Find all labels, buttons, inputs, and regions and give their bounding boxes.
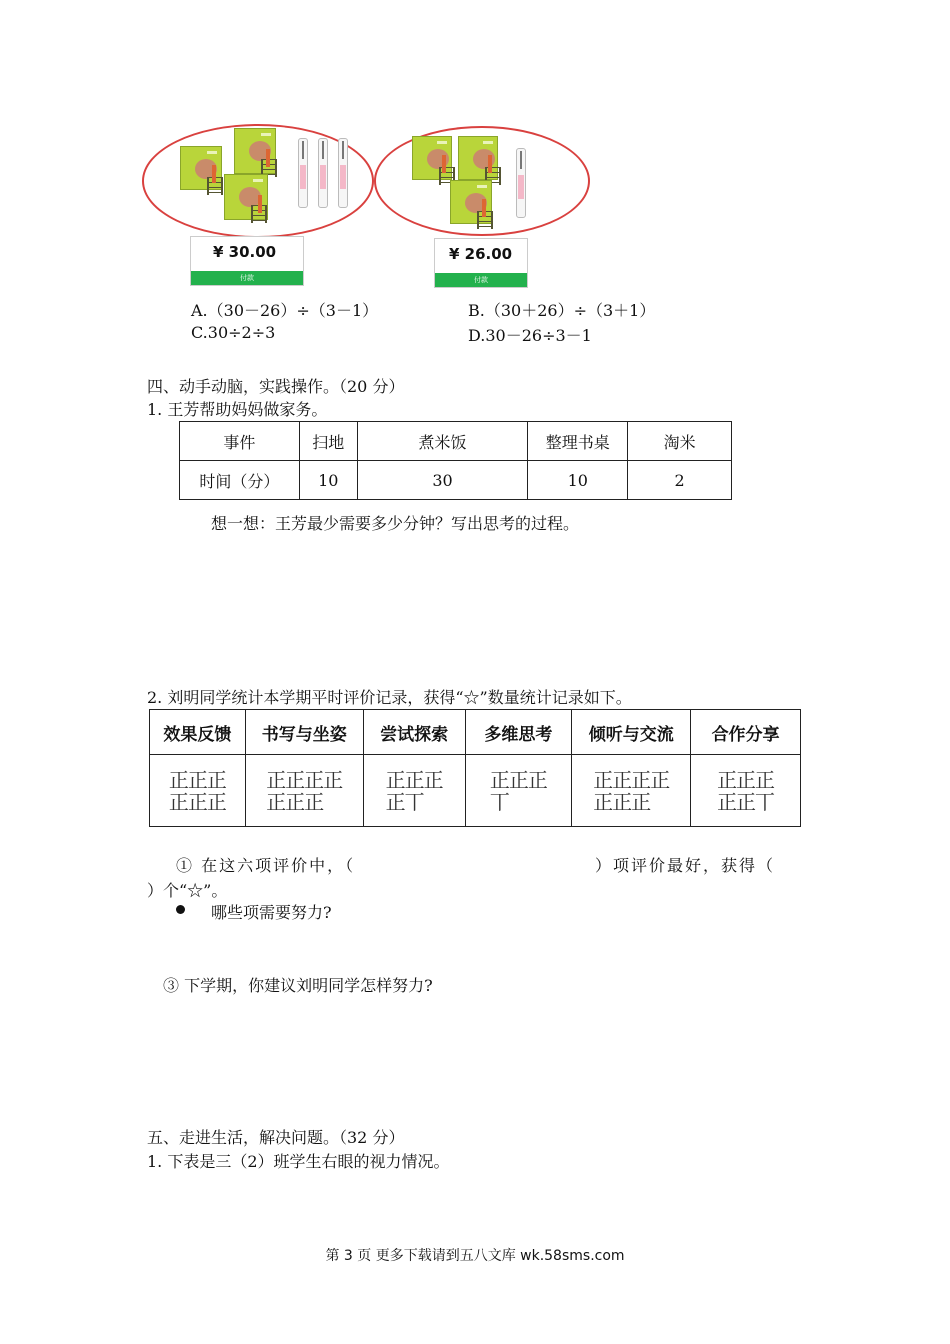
tally-cell bbox=[572, 755, 691, 827]
s4-q1-prompt: 想一想：王芳最少需要多少分钟？写出思考的过程。 bbox=[211, 514, 580, 533]
option-c: C.30÷2÷3 bbox=[191, 323, 276, 342]
tally-mark: 正正正 bbox=[593, 789, 651, 814]
table-cell: 30 bbox=[357, 461, 528, 500]
table-header-cell: 整理书桌 bbox=[528, 422, 628, 461]
option-b: B.（30＋26）÷（3＋1） bbox=[468, 301, 656, 320]
table-header-cell: 效果反馈 bbox=[150, 710, 246, 755]
table-row bbox=[150, 710, 801, 755]
table-cell: 10 bbox=[528, 461, 628, 500]
option-a: A.（30－26）÷（3－1） bbox=[191, 301, 379, 320]
pen-image bbox=[338, 138, 348, 208]
table-header-cell: 多维思考 bbox=[465, 710, 572, 755]
notebook-image bbox=[180, 146, 222, 190]
tally-mark: 正正正 bbox=[168, 789, 226, 814]
s4-q2-sub1-part-a: ① 在这六项评价中，（ bbox=[176, 856, 356, 875]
pen-image bbox=[516, 148, 526, 218]
table-header-cell: 扫地 bbox=[299, 422, 357, 461]
table-row bbox=[180, 422, 732, 461]
table-header-cell: 事件 bbox=[180, 422, 300, 461]
price-b: ¥ 26.00 bbox=[449, 245, 513, 263]
page-footer: 第 3 页 更多下载请到五八文库 wk.58sms.com bbox=[325, 1248, 625, 1264]
table-header-cell: 倾听与交流 bbox=[572, 710, 691, 755]
section4-title: 四、动手动脑，实践操作。（20 分） bbox=[147, 377, 405, 396]
evaluation-table bbox=[149, 709, 801, 827]
table-header-cell: 合作分享 bbox=[691, 710, 801, 755]
price-tag-b bbox=[434, 238, 528, 288]
pay-button-a: 付款 bbox=[191, 271, 303, 285]
option-d: D.30－26÷3－1 bbox=[468, 326, 592, 345]
tally-mark: 正丅 bbox=[385, 789, 424, 814]
notebook-image bbox=[458, 136, 498, 180]
row-label: 时间（分） bbox=[180, 461, 300, 500]
tally-mark: 正正正 bbox=[717, 767, 775, 792]
tally-mark: 正正正正 bbox=[593, 767, 670, 792]
table-cell: 10 bbox=[299, 461, 357, 500]
s4-q2-sub3: ③ 下学期，你建议刘明同学怎样努力? bbox=[163, 976, 433, 995]
tally-cell bbox=[465, 755, 572, 827]
chores-table bbox=[179, 421, 732, 500]
tally-mark: 正正正 bbox=[168, 767, 226, 792]
tally-cell bbox=[363, 755, 465, 827]
notebook-image bbox=[412, 136, 452, 180]
tally-cell bbox=[691, 755, 801, 827]
section5-title: 五、走进生活，解决问题。（32 分） bbox=[147, 1128, 405, 1147]
s4-q2-sub1-part-c: ）个“☆”。 bbox=[147, 881, 228, 900]
table-row bbox=[180, 461, 732, 500]
tally-cell bbox=[150, 755, 246, 827]
tally-mark: 正正丅 bbox=[717, 789, 775, 814]
tally-mark: 正正正 bbox=[385, 767, 443, 792]
pen-image bbox=[298, 138, 308, 208]
notebook-image bbox=[450, 180, 492, 224]
notebook-image bbox=[234, 128, 276, 174]
tally-cell bbox=[245, 755, 363, 827]
table-cell: 2 bbox=[628, 461, 732, 500]
pay-button-b: 付款 bbox=[435, 273, 527, 287]
notebook-image bbox=[224, 174, 268, 220]
price-tag-a bbox=[190, 236, 304, 286]
tally-mark: 丅 bbox=[489, 789, 509, 814]
tally-mark: 正正正 bbox=[489, 767, 547, 792]
product-figure bbox=[138, 122, 598, 292]
table-header-cell: 书写与坐姿 bbox=[245, 710, 363, 755]
pen-image bbox=[318, 138, 328, 208]
s4-q2-sub1-part-b: ）项评价最好，获得（ bbox=[595, 856, 776, 875]
s4-q1-text: 1. 王芳帮助妈妈做家务。 bbox=[147, 400, 328, 419]
table-header-cell: 淘米 bbox=[628, 422, 732, 461]
table-header-cell: 尝试探索 bbox=[363, 710, 465, 755]
s4-q2-sub2: 哪些项需要努力? bbox=[211, 903, 332, 922]
table-header-cell: 煮米饭 bbox=[357, 422, 528, 461]
table-row bbox=[150, 755, 801, 827]
bullet-icon bbox=[176, 905, 185, 914]
tally-mark: 正正正 bbox=[266, 789, 324, 814]
s5-q1-text: 1. 下表是三（2）班学生右眼的视力情况。 bbox=[147, 1152, 450, 1171]
s4-q2-text: 2. 刘明同学统计本学期平时评价记录，获得“☆”数量统计记录如下。 bbox=[147, 688, 632, 707]
tally-mark: 正正正正 bbox=[266, 767, 343, 792]
price-a: ¥ 30.00 bbox=[213, 243, 277, 261]
